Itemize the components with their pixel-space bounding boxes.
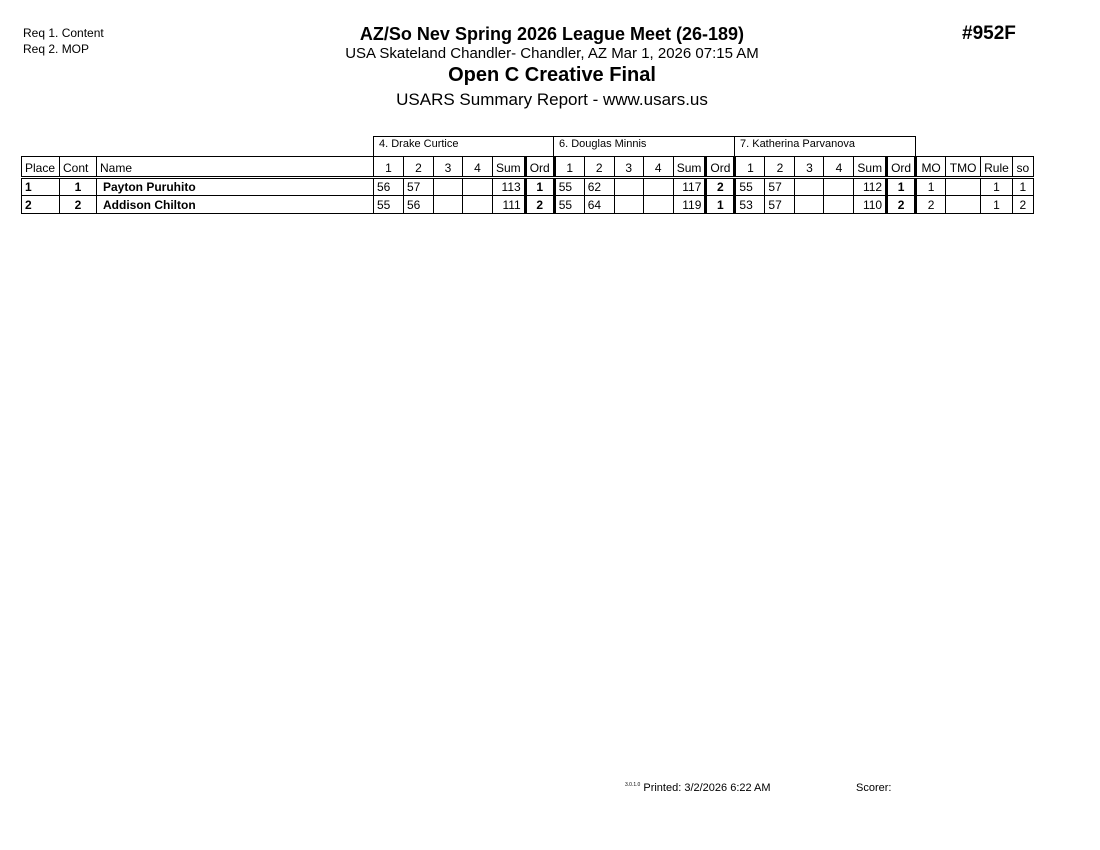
header-j1-ord: Ord (525, 157, 554, 178)
cell-so: 2 (1012, 196, 1033, 214)
cell-j2-ord: 2 (706, 178, 735, 196)
event-code: #952F (962, 23, 1016, 44)
cell-j1-score-4 (463, 196, 493, 214)
header-j1-score-3: 3 (434, 157, 463, 178)
header-j3-sum: Sum (854, 157, 887, 178)
cell-j1-score-2: 57 (404, 178, 434, 196)
cell-tmo (946, 196, 981, 214)
header-cont: Cont (60, 157, 97, 178)
header-j2-score-3: 3 (614, 157, 643, 178)
cell-j2-score-4 (643, 178, 673, 196)
results-table (21, 156, 1034, 214)
judge-header-2: 6. Douglas Minnis (553, 136, 735, 156)
cell-j1-sum: 111 (493, 196, 526, 214)
requirement-1: Req 1. Content (23, 26, 104, 40)
cell-j3-score-3 (795, 196, 824, 214)
header-j2-score-1: 1 (554, 157, 584, 178)
cell-j2-score-4 (643, 196, 673, 214)
printed-timestamp: Printed: 3/2/2026 6:22 AM (643, 782, 771, 794)
cell-j2-score-1: 55 (554, 178, 584, 196)
scorer-label: Scorer: (856, 782, 892, 794)
table-row (22, 196, 1034, 214)
cell-j2-score-2: 64 (584, 196, 614, 214)
cell-j2-sum: 119 (673, 196, 706, 214)
cell-rule: 1 (981, 178, 1013, 196)
cell-j3-score-3 (795, 178, 824, 196)
cell-mo: 2 (916, 196, 946, 214)
cell-j2-score-3 (614, 196, 643, 214)
cell-j2-sum: 117 (673, 178, 706, 196)
cell-j1-score-3 (434, 196, 463, 214)
event-title: Open C Creative Final (448, 64, 656, 86)
cell-place: 2 (22, 196, 60, 214)
venue-line: USA Skateland Chandler- Chandler, AZ Mar 1, 2026 07:15 AM (345, 45, 759, 62)
cell-j2-score-1: 55 (554, 196, 584, 214)
cell-j1-sum: 113 (493, 178, 526, 196)
header-j3-score-1: 1 (735, 157, 765, 178)
header-tmo: TMO (946, 157, 981, 178)
cell-j3-score-4 (824, 196, 854, 214)
cell-rule: 1 (981, 196, 1013, 214)
header-j3-score-3: 3 (795, 157, 824, 178)
cell-j2-ord: 1 (706, 196, 735, 214)
cell-cont: 2 (60, 196, 97, 214)
version-mark: 3.0.1.0 (625, 782, 641, 788)
cell-j1-score-1: 56 (374, 178, 404, 196)
cell-j3-score-2: 57 (765, 178, 795, 196)
cell-j2-score-2: 62 (584, 178, 614, 196)
cell-j3-sum: 112 (854, 178, 887, 196)
cell-j1-score-2: 56 (404, 196, 434, 214)
cell-j3-score-1: 53 (735, 196, 765, 214)
cell-j1-score-3 (434, 178, 463, 196)
cell-j1-score-1: 55 (374, 196, 404, 214)
header-j3-score-2: 2 (765, 157, 795, 178)
header-mo: MO (916, 157, 946, 178)
cell-j3-ord: 1 (887, 178, 916, 196)
header-j2-sum: Sum (673, 157, 706, 178)
footer-printed-block (625, 782, 771, 794)
cell-name: Payton Puruhito (97, 178, 374, 196)
cell-so: 1 (1012, 178, 1033, 196)
cell-j1-score-4 (463, 178, 493, 196)
header-j1-sum: Sum (493, 157, 526, 178)
judge-header-3: 7. Katherina Parvanova (734, 136, 916, 156)
header-j1-score-2: 2 (404, 157, 434, 178)
header-name: Name (97, 157, 374, 178)
cell-j1-ord: 2 (525, 196, 554, 214)
cell-j3-ord: 2 (887, 196, 916, 214)
header-j2-score-4: 4 (643, 157, 673, 178)
cell-place: 1 (22, 178, 60, 196)
cell-name: Addison Chilton (97, 196, 374, 214)
header-j3-score-4: 4 (824, 157, 854, 178)
header-j1-score-4: 4 (463, 157, 493, 178)
header-rule: Rule (981, 157, 1013, 178)
header-j2-ord: Ord (706, 157, 735, 178)
header-j1-score-1: 1 (374, 157, 404, 178)
cell-j2-score-3 (614, 178, 643, 196)
cell-j3-sum: 110 (854, 196, 887, 214)
requirement-2: Req 2. MOP (23, 42, 90, 56)
header-j3-ord: Ord (887, 157, 916, 178)
table-row (22, 178, 1034, 196)
cell-j1-ord: 1 (525, 178, 554, 196)
report-title: USARS Summary Report - www.usars.us (396, 90, 708, 109)
meet-title: AZ/So Nev Spring 2026 League Meet (26-189) (359, 24, 745, 44)
header-place: Place (22, 157, 60, 178)
cell-cont: 1 (60, 178, 97, 196)
cell-tmo (946, 178, 981, 196)
cell-j3-score-4 (824, 178, 854, 196)
cell-j3-score-1: 55 (735, 178, 765, 196)
header-so: so (1012, 157, 1033, 178)
table-header-row (22, 157, 1034, 178)
judge-header-1: 4. Drake Curtice (373, 136, 554, 156)
header-j2-score-2: 2 (584, 157, 614, 178)
cell-mo: 1 (916, 178, 946, 196)
cell-j3-score-2: 57 (765, 196, 795, 214)
